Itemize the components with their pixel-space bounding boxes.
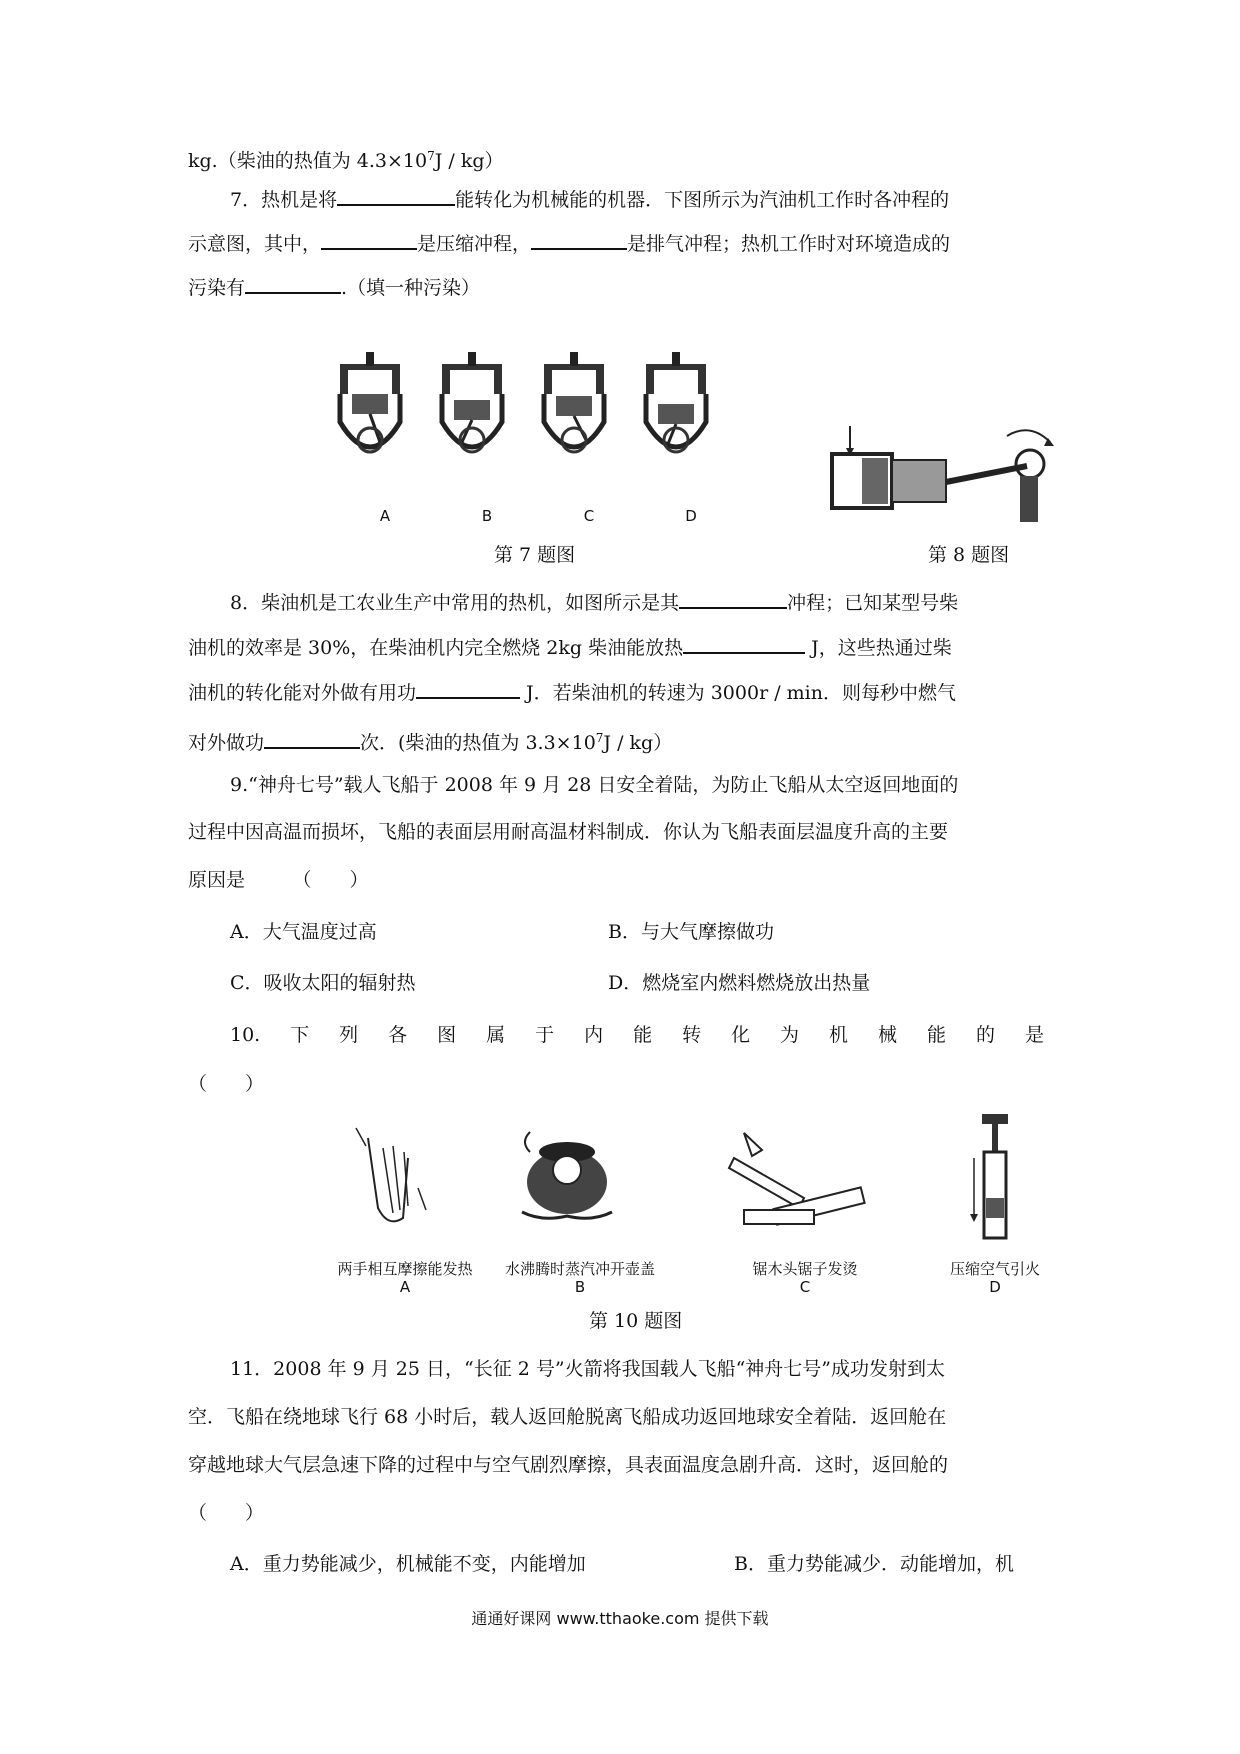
- fig10-caption-a: 两手相互摩擦能发热: [337, 1260, 473, 1278]
- fig7-label-a: A: [379, 507, 391, 525]
- fig10-letter-b: B: [574, 1278, 586, 1296]
- fig7-label-c: C: [583, 507, 595, 525]
- answer-blank[interactable]: [683, 634, 805, 654]
- q10-word: 各: [388, 1024, 408, 1046]
- answer-blank[interactable]: [264, 729, 360, 749]
- fig7-label-b: B: [481, 507, 493, 525]
- q11-line-4: （ ）: [188, 1502, 265, 1524]
- q7-line-3: 污染有 .（填一种污染）: [188, 274, 480, 302]
- fig10-title: 第 10 题图: [589, 1310, 683, 1332]
- page-footer: 通通好课网 www.tthaoke.com 提供下载: [471, 1609, 769, 1628]
- answer-blank[interactable]: [679, 589, 787, 609]
- q8-line-1: 8．柴油机是工农业生产中常用的热机，如图所示是其 冲程；已知某型号柴: [230, 589, 958, 617]
- q7-line-1: 7．热机是将 能转化为机械能的机器．下图所示为汽油机工作时各冲程的: [230, 186, 949, 214]
- q11-line-3: 穿越地球大气层急速下降的过程中与空气剧烈摩擦，具表面温度急剧升高．这时，返回舱的: [188, 1454, 949, 1476]
- q10-word: 是: [1024, 1024, 1044, 1046]
- q9-option-d[interactable]: D．燃烧室内燃料燃烧放出热量: [608, 972, 871, 994]
- engine-strokes-drawing: [330, 352, 740, 502]
- q10-word: 能: [633, 1024, 653, 1046]
- q11-option-a[interactable]: A．重力势能减少，机械能不变，内能增加: [230, 1553, 586, 1575]
- q9-option-b[interactable]: B．与大气摩擦做功: [608, 921, 774, 943]
- q11-option-b[interactable]: B．重力势能减少．动能增加，机: [734, 1553, 1014, 1575]
- compressed-air-tube-illustration: [970, 1108, 1020, 1248]
- q10-word: 于: [535, 1024, 555, 1046]
- q10-word: 化: [731, 1024, 751, 1046]
- q9-option-a[interactable]: A．大气温度过高: [230, 921, 377, 943]
- q10-word: 图: [437, 1024, 457, 1046]
- q8-line-2: 油机的效率是 30%，在柴油机内完全燃烧 2kg 柴油能放热 J，这些热通过柴: [188, 634, 952, 662]
- answer-blank[interactable]: [245, 274, 341, 294]
- q8-line-4: 对外做功 次．(柴油的热值为 $3.3\times 10^7J / kg$）: [188, 731, 673, 754]
- fig10-letter-c: C: [799, 1278, 811, 1296]
- boiling-kettle-illustration: [512, 1112, 622, 1232]
- fig8-title: 第 8 题图: [928, 544, 1010, 566]
- q10-word: 10.: [230, 1024, 261, 1046]
- fig10-letter-d: D: [989, 1278, 1001, 1296]
- q10-word: 内: [584, 1024, 604, 1046]
- q10-word: 列: [339, 1024, 359, 1046]
- text-line: kg.（柴油的热值为 $4.3\times 10^7J / kg$）: [188, 149, 504, 172]
- q8-line-3: 油机的转化能对外做有用功 J．若柴油机的转速为 3000r / min．则每秒中燃气: [188, 679, 956, 707]
- fig10-letter-a: A: [399, 1278, 411, 1296]
- sawing-wood-illustration: [724, 1128, 874, 1238]
- q11-line-1: 11．2008 年 9 月 25 日，“长征 2 号”火箭将我国载人飞船“神舟七号”成功发射到太: [230, 1358, 946, 1380]
- fig7-title: 第 7 题图: [494, 544, 576, 566]
- q10-word: 的: [975, 1024, 995, 1046]
- diesel-engine-figure: [822, 418, 1062, 528]
- answer-blank[interactable]: [337, 186, 455, 206]
- q10-word: 转: [682, 1024, 702, 1046]
- q10-word: 械: [878, 1024, 898, 1046]
- answer-blank[interactable]: [416, 679, 520, 699]
- q10-word: 属: [486, 1024, 506, 1046]
- q10-word: 下: [290, 1024, 310, 1046]
- fig7-label-d: D: [685, 507, 697, 525]
- fig10-caption-d: 压缩空气引火: [949, 1260, 1040, 1278]
- q10-word: 能: [926, 1024, 946, 1046]
- rubbing-hands-illustration: [348, 1118, 438, 1238]
- q9-line-3: 原因是 （ ）: [188, 869, 369, 891]
- q10-line-1: [230, 1021, 1044, 1049]
- fig10-caption-b: 水沸腾时蒸汽冲开壶盖: [504, 1260, 655, 1278]
- q10-word: 为: [780, 1024, 800, 1046]
- q9-line-2: 过程中因高温而损坏，飞船的表面层用耐高温材料制成．你认为飞船表面层温度升高的主要: [188, 821, 949, 843]
- q10-word: 机: [829, 1024, 849, 1046]
- q9-line-1: 9.“神舟七号”载人飞船于 2008 年 9 月 28 日安全着陆，为防止飞船从太空返回地面的: [230, 774, 959, 796]
- q7-line-2: 示意图，其中， 是压缩冲程， 是排气冲程；热机工作时对环境造成的: [188, 230, 950, 258]
- answer-blank[interactable]: [531, 230, 627, 250]
- q9-option-c[interactable]: C．吸收太阳的辐射热: [230, 972, 416, 994]
- fig10-caption-c: 锯木头锯子发烫: [752, 1260, 858, 1278]
- q11-line-2: 空．飞船在绕地球飞行 68 小时后，载人返回舱脱离飞船成功返回地球安全着陆．返回舱在: [188, 1406, 947, 1428]
- q10-line-2: （ ）: [188, 1073, 265, 1095]
- answer-blank[interactable]: [321, 230, 417, 250]
